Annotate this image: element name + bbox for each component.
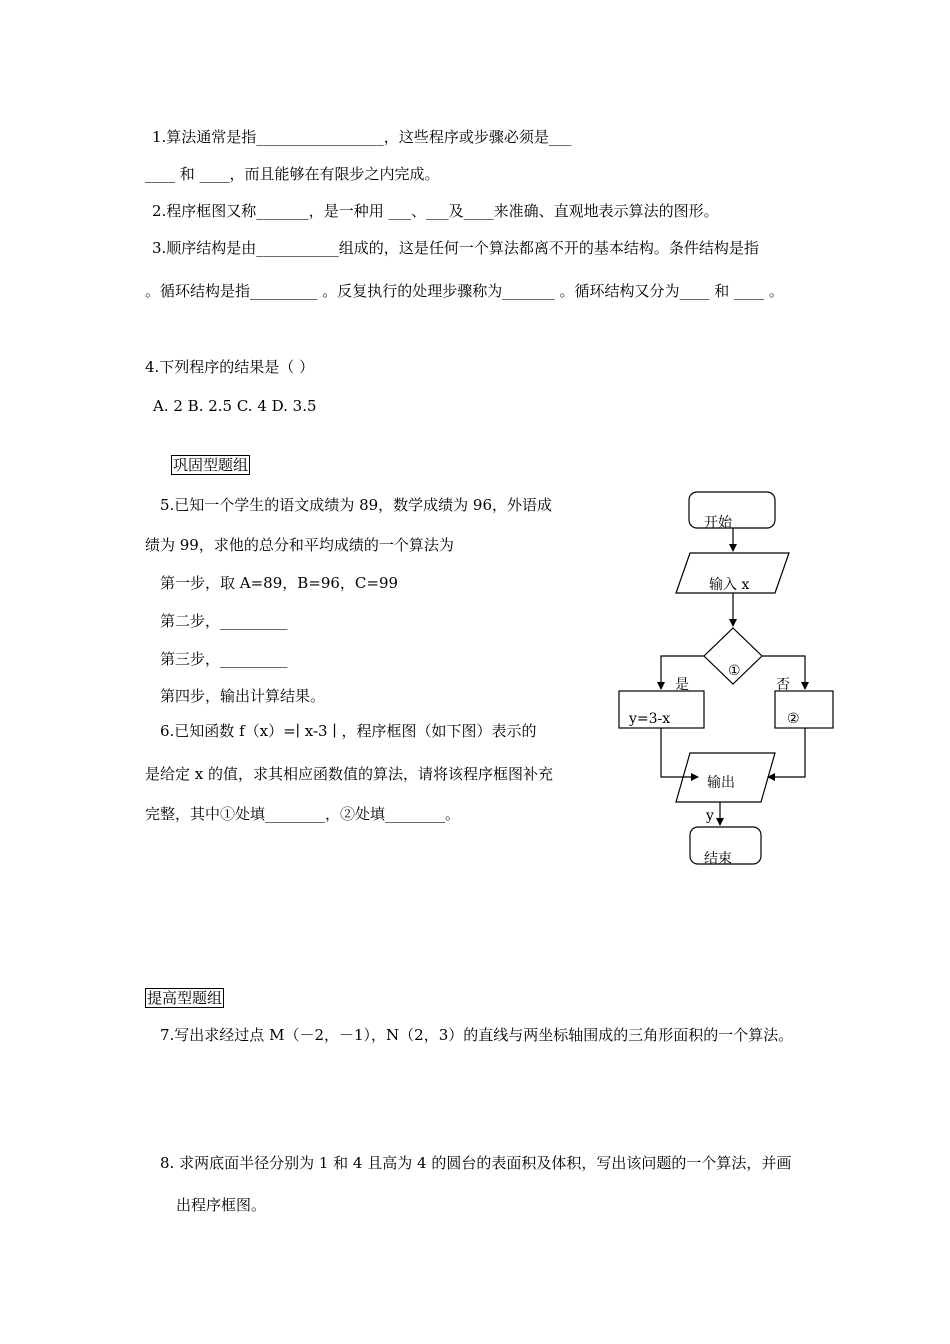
q4-options: A. 2 B. 2.5 C. 4 D. 3.5 [153,397,317,415]
q8-line1: 8. 求两底面半径分别为 1 和 4 且高为 4 的圆台的表面积及体积，写出该问题的一个算法，并画 [160,1154,792,1172]
q5-step4: 第四步，输出计算结果。 [160,687,326,705]
no-process-box [775,691,833,728]
q5-line1: 5.已知一个学生的语文成绩为 89，数学成绩为 96，外语成 [160,496,553,514]
output-var-label: y [706,808,714,824]
end-label: 结束 [704,851,732,867]
q8-line2: 出程序框图。 [176,1196,267,1214]
q6-line2: 是给定 x 的值，求其相应函数值的算法，请将该程序框图补充 [145,765,553,783]
q6-line3: 完整，其中①处填________，②处填________。 [145,805,461,823]
no-process-label: ② [787,711,800,727]
q5-line2: 绩为 99，求他的总分和平均成绩的一个算法为 [145,536,454,554]
q1-line1: 1.算法通常是指_________________，这些程序或步骤必须是___ [152,128,572,146]
yes-label: 是 [675,677,689,693]
section-advanced-wrap [145,988,224,1008]
q3-line1: 3.顺序结构是由___________组成的，这是任何一个算法都离不开的基本结构。条件结构是指 [152,239,759,257]
no-label: 否 [776,677,790,693]
q5-step3: 第三步，_________ [160,650,288,668]
q3-line2: 。循环结构是指_________ 。反复执行的处理步骤称为_______ 。循环结构又分为____ 和 ____ 。 [145,282,784,300]
q5-step1: 第一步，取 A=89，B=96，C=99 [160,574,399,592]
start-terminal [689,492,775,528]
q1-line2: ____ 和 ____，而且能够在有限步之内完成。 [145,165,440,183]
q6-line1: 6.已知函数 f（x）=∣ x-3 ∣ ，程序框图（如下图）表示的 [160,722,537,740]
decision-label: ① [728,663,741,679]
output-label: 输出 [707,775,735,791]
q4-stem: 4.下列程序的结果是（ ） [145,358,315,376]
q7-text: 7.写出求经过点 M（－2，－1），N（2，3）的直线与两坐标轴围成的三角形面积的一个算法。 [160,1026,794,1044]
start-label: 开始 [704,515,732,531]
section-consolidate-heading: 巩固型题组 [173,456,249,474]
q5-step2: 第二步，_________ [160,612,288,630]
input-label: 输入 x [709,577,750,593]
q2-text: 2.程序框图又称_______，是一种用 ___、___及____来准确、直观地表示算法的图形。 [152,202,719,220]
yes-process-label: y=3-x [629,711,671,727]
section-advanced-heading: 提高型题组 [147,989,223,1007]
